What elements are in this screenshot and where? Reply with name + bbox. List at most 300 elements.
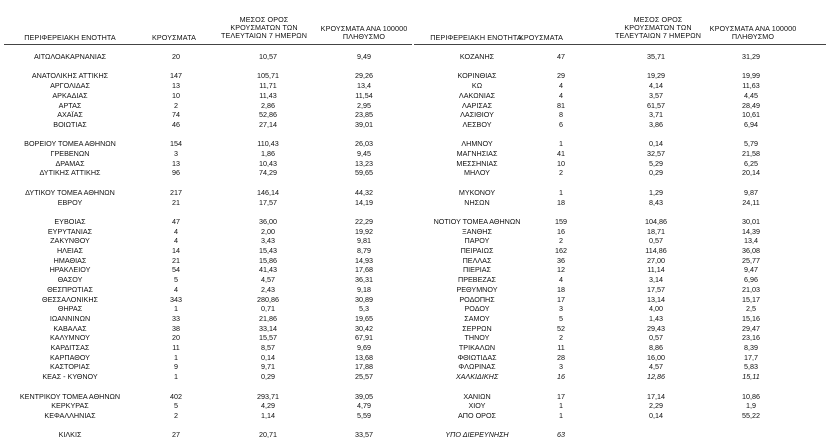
right-table-row — [0, 431, 829, 439]
region-name: ΧΙΟΥ — [468, 401, 486, 411]
cell-avg7: 2,29 — [649, 401, 663, 411]
cell-avg7: 4,57 — [649, 362, 663, 372]
cell-per100k: 30,42 — [355, 323, 373, 333]
cell-cases: 4 — [559, 90, 563, 100]
right-table-row — [0, 218, 829, 226]
right-table-row — [0, 53, 829, 61]
cell-avg7: 146,14 — [257, 187, 279, 197]
right-table-row — [0, 102, 829, 110]
region-name: ΛΗΜΝΟΥ — [461, 139, 493, 149]
cell-avg7: 0,57 — [649, 333, 663, 343]
cell-per100k: 9,81 — [357, 236, 371, 246]
cell-cases: 63 — [557, 430, 565, 440]
cell-cases: 1 — [559, 187, 563, 197]
right-table-row — [0, 169, 829, 177]
cell-cases: 5 — [174, 401, 178, 411]
left-header-avg7: ΜΕΣΟΣ ΟΡΟΣ ΚΡΟΥΣΜΑΤΩΝ ΤΩΝ ΤΕΛΕΥΤΑΙΩΝ 7 ΗΜΕΡΩΝ — [220, 15, 307, 41]
cell-avg7: 20,71 — [259, 430, 277, 440]
cell-avg7: 3,43 — [261, 236, 275, 246]
region-name: ΧΑΝΙΩΝ — [463, 391, 491, 401]
cell-avg7: 17,57 — [259, 197, 277, 207]
cell-cases: 27 — [172, 430, 180, 440]
region-name: ΘΕΣΣΑΛΟΝΙΚΗΣ — [42, 294, 98, 304]
cell-per100k: 9,18 — [357, 284, 371, 294]
cell-per100k: 14,93 — [355, 255, 373, 265]
cell-cases: 14 — [172, 246, 180, 255]
cell-cases: 4 — [559, 275, 563, 285]
cell-cases: 6 — [559, 119, 563, 129]
region-name: ΠΑΡΟΥ — [464, 236, 490, 246]
cell-per100k: 19,92 — [355, 226, 373, 236]
region-name: ΡΕΘΥΜΝΟΥ — [456, 284, 498, 294]
cell-avg7: 0,29 — [261, 372, 275, 382]
cell-per100k: 29,47 — [742, 323, 760, 333]
cell-avg7: 9,71 — [261, 362, 275, 372]
cell-avg7: 52,86 — [259, 110, 277, 120]
cell-per100k: 67,91 — [355, 333, 373, 343]
cell-avg7: 35,71 — [647, 52, 665, 61]
cell-cases: 9 — [174, 362, 178, 372]
cell-cases: 20 — [172, 52, 180, 61]
cell-cases: 81 — [557, 100, 565, 110]
region-name: ΠΙΕΡΙΑΣ — [462, 265, 491, 275]
right-table-row — [0, 354, 829, 362]
cell-per100k: 31,29 — [742, 52, 760, 61]
cell-per100k: 9,45 — [357, 149, 371, 158]
region-name: ΚΑΒΑΛΑΣ — [53, 323, 87, 333]
cell-cases: 52 — [557, 323, 565, 333]
cell-cases: 46 — [172, 119, 180, 129]
cell-avg7: 3,57 — [649, 90, 663, 100]
cell-cases: 159 — [555, 216, 567, 226]
right-table-row — [0, 257, 829, 265]
cell-per100k: 24,11 — [742, 197, 760, 207]
right-table-row — [0, 140, 829, 148]
cell-avg7: 0,29 — [649, 168, 663, 178]
cell-per100k: 9,47 — [744, 265, 758, 275]
region-name: ΜΥΚΟΝΟΥ — [458, 187, 496, 197]
region-name: ΚΑΣΤΟΡΙΑΣ — [50, 362, 90, 372]
right-table-row — [0, 150, 829, 158]
cell-cases: 96 — [172, 168, 180, 178]
right-table-row — [0, 82, 829, 90]
cell-cases: 11 — [557, 343, 565, 352]
region-name: ΝΗΣΩΝ — [464, 197, 490, 207]
region-name: ΑΡΓΟΛΙΔΑΣ — [50, 81, 90, 91]
right-header-cases: ΚΡΟΥΣΜΑΤΑ — [519, 33, 563, 42]
cell-cases: 1 — [559, 410, 563, 420]
cell-avg7: 0,57 — [649, 236, 663, 246]
right-table-row — [0, 296, 829, 304]
cell-per100k: 20,14 — [742, 168, 760, 178]
cell-per100k: 30,89 — [355, 294, 373, 304]
cell-cases: 2 — [174, 410, 178, 420]
right-table-row — [0, 111, 829, 119]
cell-per100k: 4,79 — [357, 401, 371, 411]
region-name: ΘΑΣΟΥ — [57, 275, 83, 285]
left-header-cases: ΚΡΟΥΣΜΑΤΑ — [152, 33, 196, 42]
cell-cases: 8 — [559, 110, 563, 120]
cell-per100k: 15,16 — [742, 313, 760, 323]
cell-avg7: 1,43 — [649, 313, 663, 323]
cell-cases: 4 — [559, 81, 563, 91]
cell-avg7: 32,57 — [647, 149, 665, 158]
cell-avg7: 0,14 — [649, 139, 663, 149]
cell-cases: 47 — [557, 52, 565, 61]
cell-avg7: 4,29 — [261, 401, 275, 411]
cell-per100k: 17,68 — [355, 265, 373, 275]
right-header-per100k: ΚΡΟΥΣΜΑΤΑ ΑΝΑ 100000 ΠΛΗΘΥΣΜΟ — [709, 24, 797, 42]
cell-per100k: 44,32 — [355, 187, 373, 197]
right-table-row — [0, 373, 829, 381]
right-table-row — [0, 315, 829, 323]
region-name: ΘΗΡΑΣ — [57, 304, 83, 314]
cell-per100k: 14,19 — [355, 197, 373, 207]
right-table-row — [0, 412, 829, 420]
region-name: ΧΑΛΚΙΔΙΚΗΣ — [455, 372, 499, 382]
region-name: ΖΑΚΥΝΘΟΥ — [50, 236, 90, 246]
cell-per100k: 21,58 — [742, 149, 760, 158]
cell-avg7: 10,43 — [259, 158, 277, 168]
cell-avg7: 2,00 — [261, 226, 275, 236]
left-header-rule — [4, 44, 412, 45]
cell-per100k: 8,79 — [357, 246, 371, 255]
cell-avg7: 104,86 — [645, 216, 667, 226]
cell-per100k: 25,57 — [355, 372, 373, 382]
region-name: ΦΛΩΡΙΝΑΣ — [458, 362, 496, 372]
cell-cases: 3 — [559, 362, 563, 372]
cell-per100k: 23,85 — [355, 110, 373, 120]
cell-avg7: 16,00 — [647, 352, 665, 362]
cell-cases: 16 — [557, 372, 565, 382]
cell-per100k: 14,39 — [742, 226, 760, 236]
right-table-row — [0, 286, 829, 294]
right-header-rule — [414, 44, 826, 45]
cell-avg7: 1,14 — [261, 410, 275, 420]
cell-cases: 4 — [174, 284, 178, 294]
cell-per100k: 19,65 — [355, 313, 373, 323]
cell-avg7: 11,14 — [647, 265, 665, 275]
cell-per100k: 11,63 — [742, 81, 760, 91]
right-table-row — [0, 121, 829, 129]
cell-avg7: 29,43 — [647, 323, 665, 333]
cell-per100k: 17,88 — [355, 362, 373, 372]
cell-avg7: 8,57 — [261, 343, 275, 352]
region-name: ΛΕΣΒΟΥ — [462, 119, 492, 129]
region-name: ΥΠΟ ΔΙΕΡΕΥΝΗΣΗ — [445, 430, 509, 440]
cell-cases: 1 — [174, 372, 178, 382]
cell-cases: 162 — [555, 246, 567, 255]
region-name: ΣΑΜΟΥ — [464, 313, 490, 323]
cell-per100k: 36,31 — [355, 275, 373, 285]
cell-per100k: 10,61 — [742, 110, 760, 120]
region-name: ΕΥΒΟΙΑΣ — [54, 216, 86, 226]
cell-per100k: 28,49 — [742, 100, 760, 110]
cell-per100k: 6,25 — [744, 158, 758, 168]
cell-avg7: 15,57 — [259, 333, 277, 343]
cell-cases: 17 — [557, 391, 565, 401]
cell-per100k: 39,01 — [355, 119, 373, 129]
cell-per100k: 55,22 — [742, 410, 760, 420]
cell-avg7: 21,86 — [259, 313, 277, 323]
cell-avg7: 33,14 — [259, 323, 277, 333]
cell-avg7: 12,86 — [647, 372, 665, 382]
cell-per100k: 6,96 — [744, 275, 758, 285]
region-name: ΗΜΑΘΙΑΣ — [53, 255, 87, 265]
region-name: ΠΡΕΒΕΖΑΣ — [458, 275, 496, 285]
region-name: ΔΡΑΜΑΣ — [55, 158, 85, 168]
cell-avg7: 36,00 — [259, 216, 277, 226]
cell-avg7: 11,71 — [259, 81, 277, 91]
cell-per100k: 13,23 — [355, 158, 373, 168]
cell-cases: 1 — [559, 139, 563, 149]
left-header-region: ΠΕΡΙΦΕΡΕΙΑΚΗ ΕΝΟΤΗΤΑ — [24, 33, 116, 42]
region-name: ΠΕΛΛΑΣ — [462, 255, 492, 265]
cell-cases: 38 — [172, 323, 180, 333]
cell-avg7: 8,43 — [649, 197, 663, 207]
region-name: ΗΛΕΙΑΣ — [56, 246, 84, 255]
cell-avg7: 41,43 — [259, 265, 277, 275]
region-name: ΔΥΤΙΚΟΥ ΤΟΜΕΑ ΑΘΗΝΩΝ — [25, 187, 115, 197]
cell-avg7: 11,43 — [259, 90, 277, 100]
cell-cases: 4 — [174, 226, 178, 236]
region-name: ΞΑΝΘΗΣ — [462, 226, 492, 236]
cell-cases: 21 — [172, 255, 180, 265]
cell-cases: 3 — [174, 149, 178, 158]
cell-per100k: 1,9 — [746, 401, 756, 411]
cell-avg7: 3,14 — [649, 275, 663, 285]
cell-avg7: 293,71 — [257, 391, 279, 401]
cell-avg7: 61,57 — [647, 100, 665, 110]
region-name: ΜΗΛΟΥ — [464, 168, 490, 178]
cell-avg7: 18,71 — [647, 226, 665, 236]
cell-cases: 36 — [557, 255, 565, 265]
cell-cases: 2 — [559, 333, 563, 343]
cell-avg7: 3,86 — [649, 119, 663, 129]
cell-avg7: 0,71 — [261, 304, 275, 314]
region-name: ΓΡΕΒΕΝΩΝ — [50, 149, 90, 158]
cell-avg7: 2,86 — [261, 100, 275, 110]
cell-cases: 402 — [170, 391, 182, 401]
region-name: ΚΟΖΑΝΗΣ — [459, 52, 495, 61]
cell-per100k: 8,39 — [744, 343, 758, 352]
region-name: ΚΙΛΚΙΣ — [58, 430, 82, 440]
cell-per100k: 36,08 — [742, 246, 760, 255]
cell-cases: 4 — [174, 236, 178, 246]
cell-per100k: 5,59 — [357, 410, 371, 420]
cell-cases: 13 — [172, 81, 180, 91]
cell-per100k: 5,3 — [359, 304, 369, 314]
region-name: ΑΧΑΪΑΣ — [57, 110, 83, 120]
cell-per100k: 9,49 — [357, 52, 371, 61]
cell-per100k: 2,95 — [357, 100, 371, 110]
right-table-row — [0, 228, 829, 236]
region-name: ΑΙΤΩΛΟΑΚΑΡΝΑΝΙΑΣ — [33, 52, 107, 61]
region-name: ΚΕΝΤΡΙΚΟΥ ΤΟΜΕΑ ΑΘΗΝΩΝ — [19, 391, 121, 401]
cell-cases: 1 — [559, 401, 563, 411]
cell-per100k: 15,11 — [742, 372, 760, 382]
right-table-row — [0, 276, 829, 284]
cell-cases: 147 — [170, 71, 182, 81]
cell-cases: 2 — [559, 236, 563, 246]
right-table-row — [0, 266, 829, 274]
cell-per100k: 5,79 — [744, 139, 758, 149]
region-name: ΡΟΔΟΥ — [464, 304, 490, 314]
cell-cases: 10 — [557, 158, 565, 168]
region-name: ΚΕΡΚΥΡΑΣ — [51, 401, 89, 411]
cell-avg7: 1,86 — [261, 149, 275, 158]
right-table-row — [0, 344, 829, 352]
region-name: ΜΕΣΣΗΝΙΑΣ — [456, 158, 498, 168]
cell-avg7: 110,43 — [257, 139, 279, 149]
cell-per100k: 19,99 — [742, 71, 760, 81]
cell-cases: 10 — [172, 90, 180, 100]
cell-cases: 3 — [559, 304, 563, 314]
cell-per100k: 13,4 — [744, 236, 758, 246]
cell-cases: 74 — [172, 110, 180, 120]
cell-cases: 41 — [557, 149, 565, 158]
cell-cases: 18 — [557, 197, 565, 207]
cell-cases: 217 — [170, 187, 182, 197]
cell-per100k: 30,01 — [742, 216, 760, 226]
right-table-row — [0, 393, 829, 401]
cell-per100k: 21,03 — [742, 284, 760, 294]
region-name: ΑΡΚΑΔΙΑΣ — [52, 90, 88, 100]
cell-cases: 54 — [172, 265, 180, 275]
region-name: ΚΕΑΣ - ΚΥΘΝΟΥ — [42, 372, 98, 382]
region-name: ΕΒΡΟΥ — [57, 197, 83, 207]
right-table-row — [0, 160, 829, 168]
region-name: ΘΕΣΠΡΩΤΙΑΣ — [47, 284, 93, 294]
region-name: ΑΡΤΑΣ — [58, 100, 82, 110]
cell-avg7: 105,71 — [257, 71, 279, 81]
right-table-row — [0, 237, 829, 245]
cell-cases: 2 — [559, 168, 563, 178]
region-name: ΑΝΑΤΟΛΙΚΗΣ ΑΤΤΙΚΗΣ — [31, 71, 109, 81]
cell-avg7: 74,29 — [259, 168, 277, 178]
right-table-row — [0, 247, 829, 255]
right-header-avg7: ΜΕΣΟΣ ΟΡΟΣ ΚΡΟΥΣΜΑΤΩΝ ΤΩΝ ΤΕΛΕΥΤΑΙΩΝ 7 ΗΜΕΡΩΝ — [614, 15, 701, 41]
region-name: ΛΑΣΙΘΙΟΥ — [460, 110, 494, 120]
region-name: ΔΥΤΙΚΗΣ ΑΤΤΙΚΗΣ — [39, 168, 101, 178]
cell-cases: 28 — [557, 352, 565, 362]
cell-per100k: 33,57 — [355, 430, 373, 440]
cell-avg7: 15,86 — [259, 255, 277, 265]
right-table-row — [0, 189, 829, 197]
region-name: ΛΑΡΙΣΑΣ — [461, 100, 493, 110]
cell-cases: 2 — [174, 100, 178, 110]
right-table-row — [0, 72, 829, 80]
cell-cases: 13 — [172, 158, 180, 168]
region-name: ΚΟΡΙΝΘΙΑΣ — [457, 71, 497, 81]
region-name: ΦΘΙΩΤΙΔΑΣ — [457, 352, 497, 362]
cell-per100k: 26,03 — [355, 139, 373, 149]
cell-cases: 343 — [170, 294, 182, 304]
cell-per100k: 2,5 — [746, 304, 756, 314]
right-table-row — [0, 402, 829, 410]
cell-cases: 1 — [174, 352, 178, 362]
cell-cases: 154 — [170, 139, 182, 149]
right-table-row — [0, 199, 829, 207]
region-name: ΤΡΙΚΑΛΩΝ — [458, 343, 496, 352]
cell-cases: 33 — [172, 313, 180, 323]
region-name: ΙΩΑΝΝΙΝΩΝ — [49, 313, 91, 323]
cell-cases: 29 — [557, 71, 565, 81]
cell-avg7: 0,14 — [649, 410, 663, 420]
region-name: ΑΠΟ ΟΡΟΣ — [458, 410, 496, 420]
cell-per100k: 4,45 — [744, 90, 758, 100]
cell-per100k: 6,94 — [744, 119, 758, 129]
cell-avg7: 5,29 — [649, 158, 663, 168]
cell-avg7: 13,14 — [647, 294, 665, 304]
region-name: ΚΑΛΥΜΝΟΥ — [50, 333, 90, 343]
cell-cases: 16 — [557, 226, 565, 236]
cell-per100k: 22,29 — [355, 216, 373, 226]
right-table-row — [0, 305, 829, 313]
cell-per100k: 15,17 — [742, 294, 760, 304]
cell-avg7: 17,14 — [647, 391, 665, 401]
region-name: ΡΟΔΟΠΗΣ — [459, 294, 495, 304]
cell-per100k: 25,77 — [742, 255, 760, 265]
cell-per100k: 29,26 — [355, 71, 373, 81]
right-table-row — [0, 92, 829, 100]
cell-avg7: 1,29 — [649, 187, 663, 197]
region-name: ΠΕΙΡΑΙΩΣ — [460, 246, 494, 255]
cell-per100k: 39,05 — [355, 391, 373, 401]
cell-per100k: 23,16 — [742, 333, 760, 343]
cell-per100k: 9,87 — [744, 187, 758, 197]
cell-avg7: 27,00 — [647, 255, 665, 265]
cell-cases: 5 — [174, 275, 178, 285]
region-name: ΚΑΡΔΙΤΣΑΣ — [50, 343, 90, 352]
right-table-row — [0, 325, 829, 333]
region-name: ΤΗΝΟΥ — [464, 333, 490, 343]
cell-per100k: 13,68 — [355, 352, 373, 362]
cell-avg7: 27,14 — [259, 119, 277, 129]
cell-cases: 20 — [172, 333, 180, 343]
right-header-region: ΠΕΡΙΦΕΡΕΙΑΚΗ ΕΝΟΤΗΤΑ — [430, 33, 522, 42]
right-table-row — [0, 334, 829, 342]
cell-cases: 18 — [557, 284, 565, 294]
cell-avg7: 10,57 — [259, 52, 277, 61]
cell-cases: 21 — [172, 197, 180, 207]
region-name: ΜΑΓΝΗΣΙΑΣ — [456, 149, 498, 158]
region-name: ΣΕΡΡΩΝ — [462, 323, 492, 333]
left-header-per100k: ΚΡΟΥΣΜΑΤΑ ΑΝΑ 100000 ΠΛΗΘΥΣΜΟ — [320, 24, 408, 42]
cell-avg7: 17,57 — [647, 284, 665, 294]
cell-cases: 11 — [172, 343, 180, 352]
cell-per100k: 59,65 — [355, 168, 373, 178]
cell-avg7: 114,86 — [645, 246, 667, 255]
cell-cases: 17 — [557, 294, 565, 304]
cell-avg7: 0,14 — [261, 352, 275, 362]
cell-per100k: 10,86 — [742, 391, 760, 401]
region-name: ΚΕΦΑΛΛΗΝΙΑΣ — [44, 410, 96, 420]
region-name: ΚΩ — [471, 81, 483, 91]
cell-avg7: 19,29 — [647, 71, 665, 81]
cell-cases: 47 — [172, 216, 180, 226]
cell-per100k: 17,7 — [744, 352, 758, 362]
right-table-row — [0, 363, 829, 371]
region-name: ΗΡΑΚΛΕΙΟΥ — [49, 265, 91, 275]
cell-avg7: 4,14 — [649, 81, 663, 91]
cell-per100k: 13,4 — [357, 81, 371, 91]
cell-per100k: 5,83 — [744, 362, 758, 372]
cell-avg7: 2,43 — [261, 284, 275, 294]
region-name: ΒΟΡΕΙΟΥ ΤΟΜΕΑ ΑΘΗΝΩΝ — [24, 139, 116, 149]
cell-avg7: 4,00 — [649, 304, 663, 314]
region-name: ΝΟΤΙΟΥ ΤΟΜΕΑ ΑΘΗΝΩΝ — [433, 216, 521, 226]
